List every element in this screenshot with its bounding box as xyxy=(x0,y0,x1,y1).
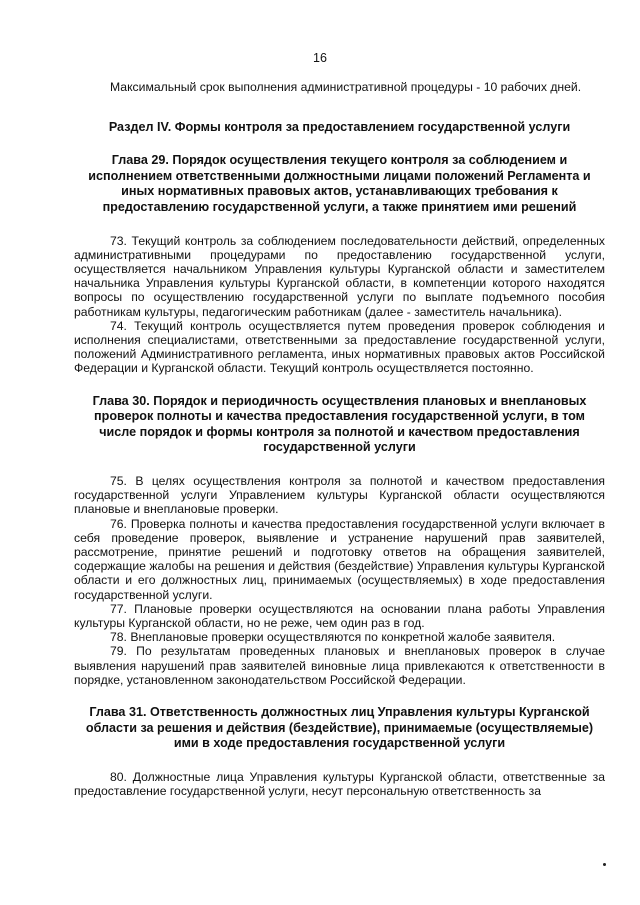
paragraph-73: 73. Текущий контроль за соблюдением последовательности действий, определенных административными процедурами по предоставлению государственной услуги, осуществляется начальником Управления культуры Курганской области и заместителем начальника Управления культуры Курганской области, в компетенции которого находятся вопросы по осуществлению государственной услуги по выплате подъемного пособия работникам культуры, педагогическим работникам (далее - заместитель начальника). xyxy=(74,233,605,319)
chapter-29-title: Глава 29. Порядок осуществления текущего контроля за соблюдением и исполнением ответственными должностными лицами положений Регламента и иных нормативных правовых актов, устанавливающих требования к предоставлению государственной услуги, а также принятием ими решений xyxy=(88,153,591,214)
page-number: 16 xyxy=(313,51,327,65)
intro-paragraph: Максимальный срок выполнения административной процедуры - 10 рабочих дней. xyxy=(110,80,582,94)
paragraph-79: 79. По результатам проведенных плановых и внеплановых проверок в случае выявления нарушений прав заявителей виновные лица привлекаются к ответственности в порядке, установленном законодательством Российской Федерации. xyxy=(74,644,605,687)
paragraph-76: 76. Проверка полноты и качества предоставления государственной услуги включает в себя проведение проверок, выявление и устранение нарушений прав заявителей, рассмотрение, принятие решений и подготовку ответов на обращения заявителей, содержащие жалобы на решения и действия (бездействие) Управления культуры Курганской области и его должностных лиц, принимаемых (осуществляемых) в ходе предоставления государственной услуги. xyxy=(74,516,605,602)
chapter-31-title: Глава 31. Ответственность должностных лиц Управления культуры Курганской области за решения и действия (бездействие), принимаемые (осуществляемые) ими в ходе предоставления государственной услуги xyxy=(85,705,594,751)
chapter-30-title: Глава 30. Порядок и периодичность осуществления плановых и внеплановых проверок полноты и качества предоставления государственной услуги, в том числе порядок и формы контроля за полнотой и качеством предоставления государственной услуги xyxy=(92,393,587,455)
paragraph-74: 74. Текущий контроль осуществляется путем проведения проверок соблюдения и исполнения специалистами, ответственными за предоставление государственной услуги, положений Административного регламента, иных нормативных правовых актов Российской Федерации и Курганской области. Текущий контроль осуществляется постоянно. xyxy=(74,318,605,376)
paragraph-78: 78. Внеплановые проверки осуществляются по конкретной жалобе заявителя. xyxy=(110,630,556,645)
paragraph-80: 80. Должностные лица Управления культуры Курганской области, ответственные за предоставление государственной услуги, несут персональную ответственность за xyxy=(74,769,605,799)
paragraph-77: 77. Плановые проверки осуществляются на основании плана работы Управления культуры Курганской области, но не реже, чем один раз в год. xyxy=(74,601,605,631)
section-title: Раздел IV. Формы контроля за предоставлением государственной услуги xyxy=(108,120,571,135)
paragraph-75: 75. В целях осуществления контроля за полнотой и качеством предоставления государственной услуги Управлением культуры Курганской области осуществляются плановые и внеплановые проверки. xyxy=(74,473,605,517)
page-content xyxy=(74,80,605,798)
scan-speck xyxy=(603,863,606,866)
